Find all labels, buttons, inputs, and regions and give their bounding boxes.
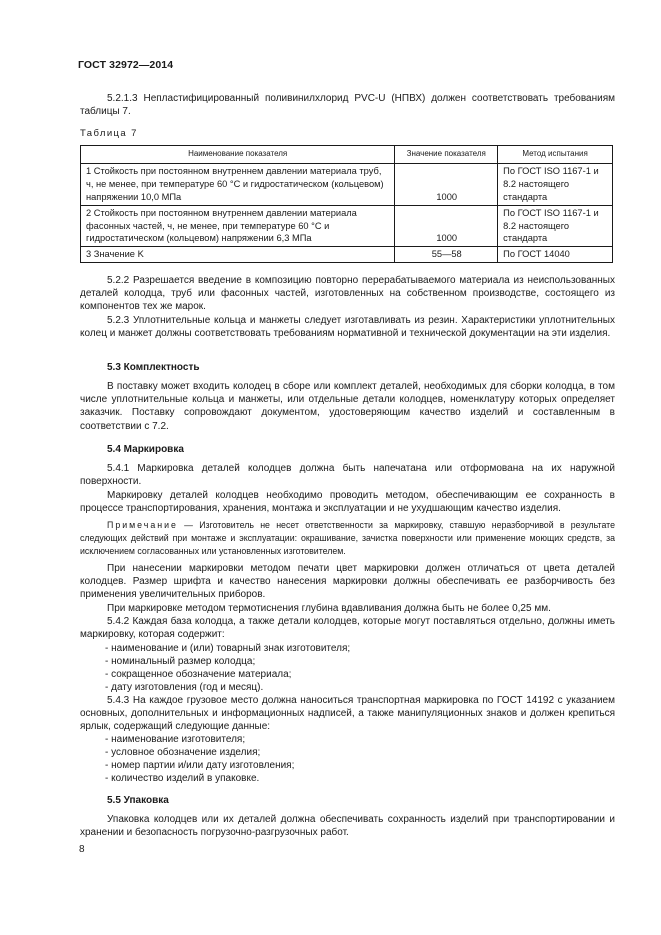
- column-header: Метод испытания: [498, 146, 613, 164]
- paragraph-5-2-3: 5.2.3 Уплотнительные кольца и манжеты следует изготавливать из резин. Характеристики уплотнительных колец и манжет должны соответствовать требованиям нормативной и технической документации на эти изделия.: [80, 315, 615, 340]
- table-cell-name: 1 Стойкость при постоянном внутреннем давлении материала труб, ч, не менее, при температуре 60 °С и гидростатическом (кольцевом) напряжении 10,0 МПа: [81, 163, 395, 205]
- section-heading-5-4: 5.4 Маркировка: [107, 444, 184, 455]
- note: [80, 519, 615, 557]
- list-item: - номинальный размер колодца;: [105, 656, 256, 667]
- note-label: Примечание: [107, 520, 178, 530]
- table-cell-name: 3 Значение K: [81, 247, 395, 263]
- table-row: [81, 205, 613, 247]
- paragraph-5-4-2: 5.4.2 Каждая база колодца, а также детали колодцев, которые могут поставляться отдельно, должны иметь маркировку, которая содержит:: [80, 616, 615, 641]
- table-cell-value: 1000: [395, 205, 498, 247]
- note-text: — Изготовитель не несет ответственности за маркировку, ставшую неразборчивой в результате следующих действий при монтаже и эксплуатации: окрашивание, зачистка поверхности или применение моющих средств, за исключением согласованных или установленных изготовителем.: [80, 520, 615, 556]
- paragraph-5-2-2: 5.2.2 Разрешается введение в композицию повторно перерабатываемого материала из неиспользованных деталей колодца, труб или фасонных частей, изготовленных на собственном производстве, состоящего из компонентов тех же марок.: [80, 275, 615, 313]
- column-header: Значение показателя: [395, 146, 498, 164]
- paragraph-5-2-1-3: 5.2.1.3 Непластифицированный поливинилхлорид PVC-U (НПВХ) должен соответствовать требованиям таблицы 7.: [80, 93, 615, 118]
- list-item: - дату изготовления (год и месяц).: [105, 682, 264, 693]
- section-heading-5-3: 5.3 Комплектность: [107, 362, 200, 373]
- list-item: - номер партии и/или дату изготовления;: [105, 760, 295, 771]
- table-cell-method: По ГОСТ 14040: [498, 247, 613, 263]
- paragraph-5-4-1-print: При нанесении маркировки методом печати цвет маркировки должен отличаться от цвета деталей колодцев. Размер шрифта и качество нанесения маркировки должны обеспечивать ее разборчивость без применения увеличительных приборов.: [80, 563, 615, 601]
- table-cell-name: 2 Стойкость при постоянном внутреннем давлении материала фасонных частей, ч, не менее, при температуре 60 °С и гидростатическом (кольцевом) напряжении 6,3 МПа: [81, 205, 395, 247]
- list-item: - условное обозначение изделия;: [105, 747, 261, 758]
- column-header: Наименование показателя: [81, 146, 395, 164]
- paragraph-5-4-1: 5.4.1 Маркировка деталей колодцев должна быть напечатана или отформована на их наружной поверхности.: [80, 463, 615, 488]
- document-header: ГОСТ 32972—2014: [78, 59, 174, 71]
- paragraph-5-4-1-method: Маркировку деталей колодцев необходимо проводить методом, обеспечивающим ее сохранность в процессе транспортирования, хранения, монтажа и эксплуатации и не ухудшающим качество изделия.: [80, 490, 615, 515]
- list-item: - наименование изготовителя;: [105, 734, 246, 745]
- paragraph-5-4-1-emboss: При маркировке методом термотиснения глубина вдавливания должна быть не более 0,25 мм.: [107, 603, 551, 614]
- section-heading-5-5: 5.5 Упаковка: [107, 795, 169, 806]
- paragraph-5-3: В поставку может входить колодец в сборе или комплект деталей, необходимых для сборки колодца, в том числе уплотнительные кольца и манжеты, или отдельные детали колодцев, номенклатуру которых определяет заказчик. Поставку сопровождают документом, удостоверяющим качество изделий и составленным в соответствии с 7.2.: [80, 381, 615, 432]
- properties-table: [80, 145, 613, 263]
- table-row: [81, 247, 613, 263]
- list-item: - наименование и (или) товарный знак изготовителя;: [105, 643, 351, 654]
- table-cell-method: По ГОСТ ISO 1167-1 и 8.2 настоящего стандарта: [498, 163, 613, 205]
- page-number: 8: [79, 844, 85, 855]
- table-cell-value: 55—58: [395, 247, 498, 263]
- table-row: [81, 163, 613, 205]
- table-cell-value: 1000: [395, 163, 498, 205]
- table-header-row: [81, 146, 613, 164]
- paragraph-5-5: Упаковка колодцев или их деталей должна обеспечивать сохранность изделий при транспортировании и хранении и безопасность погрузочно-разгрузочных работ.: [80, 814, 615, 839]
- list-item: - количество изделий в упаковке.: [105, 773, 260, 784]
- paragraph-5-4-3: 5.4.3 На каждое грузовое место должна наноситься транспортная маркировка по ГОСТ 14192 с указанием основных, дополнительных и информационных надписей, а также манипуляционных знаков и должен крепиться ярлык, содержащий следующие данные:: [80, 695, 615, 733]
- table-caption: Таблица 7: [80, 128, 138, 139]
- list-item: - сокращенное обозначение материала;: [105, 669, 292, 680]
- table-cell-method: По ГОСТ ISO 1167-1 и 8.2 настоящего стандарта: [498, 205, 613, 247]
